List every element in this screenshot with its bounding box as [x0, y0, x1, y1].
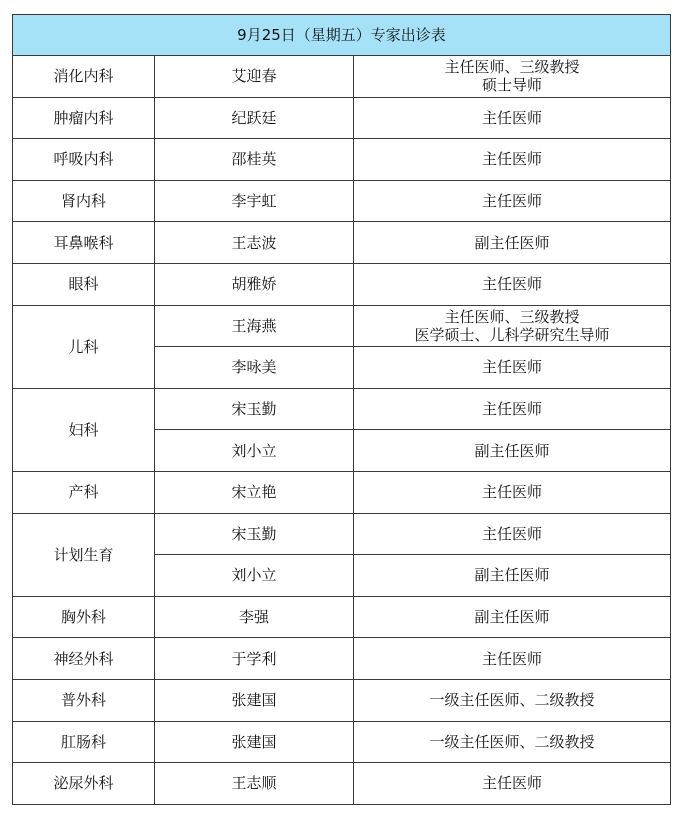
schedule-table	[12, 14, 671, 805]
doctor-name-cell: 刘小立	[155, 430, 354, 472]
doctor-name-cell: 于学利	[155, 638, 354, 680]
department-cell: 消化内科	[13, 56, 155, 98]
doctor-title-cell: 主任医师	[354, 180, 671, 222]
table-row	[13, 97, 671, 139]
doctor-title-cell: 主任医师、三级教授 医学硕士、儿科学研究生导师	[354, 305, 671, 347]
doctor-title-cell: 主任医师	[354, 263, 671, 305]
doctor-title-cell: 主任医师	[354, 97, 671, 139]
doctor-title-cell: 主任医师	[354, 513, 671, 555]
doctor-name-cell: 宋玉勤	[155, 388, 354, 430]
table-row	[13, 679, 671, 721]
doctor-title-cell: 主任医师	[354, 139, 671, 181]
doctor-name-cell: 邵桂英	[155, 139, 354, 181]
table-row	[13, 513, 671, 555]
table-title: 9月25日（星期五）专家出诊表	[13, 15, 671, 56]
doctor-title-cell: 主任医师	[354, 388, 671, 430]
department-cell: 儿科	[13, 305, 155, 388]
doctor-name-cell: 李强	[155, 596, 354, 638]
department-cell: 肛肠科	[13, 721, 155, 763]
department-cell: 肿瘤内科	[13, 97, 155, 139]
doctor-title-cell: 主任医师	[354, 471, 671, 513]
department-cell: 眼科	[13, 263, 155, 305]
department-cell: 计划生育	[13, 513, 155, 596]
doctor-name-cell: 李咏美	[155, 347, 354, 389]
department-cell: 耳鼻喉科	[13, 222, 155, 264]
table-row	[13, 388, 671, 430]
department-cell: 普外科	[13, 679, 155, 721]
table-row	[13, 56, 671, 98]
schedule-body	[13, 56, 671, 805]
doctor-title-cell: 副主任医师	[354, 596, 671, 638]
department-cell: 妇科	[13, 388, 155, 471]
doctor-title-cell: 副主任医师	[354, 222, 671, 264]
table-row	[13, 638, 671, 680]
doctor-title-cell: 主任医师	[354, 638, 671, 680]
table-row	[13, 263, 671, 305]
doctor-name-cell: 艾迎春	[155, 56, 354, 98]
doctor-name-cell: 李宇虹	[155, 180, 354, 222]
doctor-title-cell: 主任医师	[354, 763, 671, 805]
table-row	[13, 305, 671, 347]
doctor-name-cell: 刘小立	[155, 555, 354, 597]
table-row	[13, 763, 671, 805]
doctor-name-cell: 王海燕	[155, 305, 354, 347]
doctor-title-cell: 一级主任医师、二级教授	[354, 679, 671, 721]
doctor-name-cell: 纪跃廷	[155, 97, 354, 139]
table-row	[13, 139, 671, 181]
table-row	[13, 596, 671, 638]
department-cell: 泌尿外科	[13, 763, 155, 805]
doctor-title-cell: 一级主任医师、二级教授	[354, 721, 671, 763]
doctor-title-cell: 主任医师、三级教授 硕士导师	[354, 56, 671, 98]
department-cell: 胸外科	[13, 596, 155, 638]
doctor-name-cell: 胡雅娇	[155, 263, 354, 305]
department-cell: 产科	[13, 471, 155, 513]
table-row	[13, 471, 671, 513]
department-cell: 呼吸内科	[13, 139, 155, 181]
table-row	[13, 180, 671, 222]
doctor-name-cell: 王志波	[155, 222, 354, 264]
table-row	[13, 721, 671, 763]
doctor-title-cell: 副主任医师	[354, 555, 671, 597]
department-cell: 肾内科	[13, 180, 155, 222]
department-cell: 神经外科	[13, 638, 155, 680]
table-row	[13, 222, 671, 264]
title-row	[13, 15, 671, 56]
doctor-name-cell: 宋立艳	[155, 471, 354, 513]
doctor-name-cell: 张建国	[155, 721, 354, 763]
doctor-title-cell: 主任医师	[354, 347, 671, 389]
doctor-name-cell: 张建国	[155, 679, 354, 721]
doctor-name-cell: 王志顺	[155, 763, 354, 805]
doctor-name-cell: 宋玉勤	[155, 513, 354, 555]
doctor-title-cell: 副主任医师	[354, 430, 671, 472]
